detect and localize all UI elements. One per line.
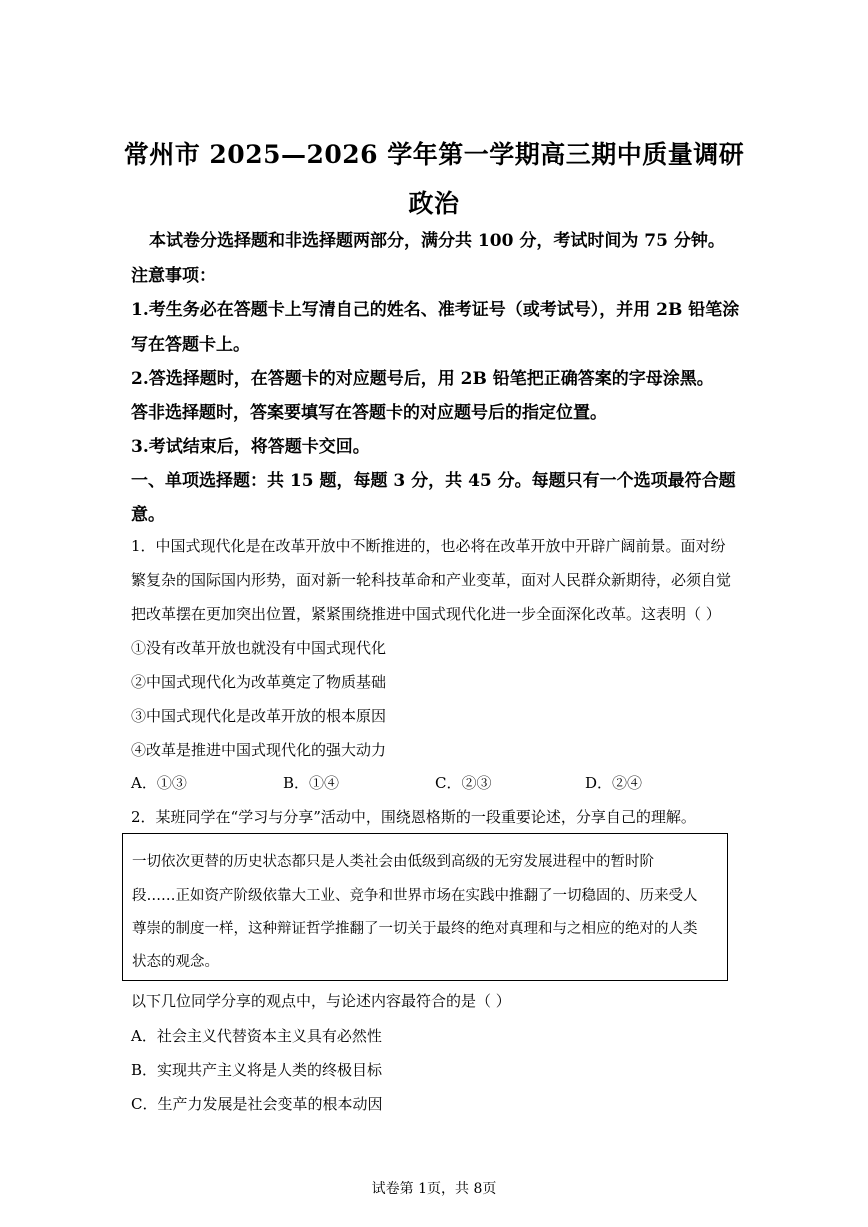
note-item-1-line-2: 写在答题卡上。 (131, 335, 250, 355)
note-item-3: 3.考试结束后，将答题卡交回。 (131, 437, 370, 457)
question-2-stem: 2．某班同学在“学习与分享”活动中，围绕恩格斯的一段重要论述，分享自己的理解。 (131, 808, 696, 826)
page-footer: 试卷第 1页，共 8页 (371, 1181, 497, 1197)
question-1-statement-2: ②中国式现代化为改革奠定了物质基础 (131, 673, 387, 691)
question-1-stem-line-1: 1．中国式现代化是在改革开放中不断推进的，也必将在改革开放中开辟广阔前景。面对纷 (131, 537, 726, 555)
question-1-option-a: A．①③ (131, 774, 187, 792)
note-item-2-line-2: 答非选择题时，答案要填写在答题卡的对应题号后的指定位置。 (131, 403, 607, 423)
question-1-option-c: C．②③ (435, 774, 492, 792)
question-1-stem-line-3: 把改革摆在更加突出位置，紧紧围绕推进中国式现代化进一步全面深化改革。这表明（ ） (131, 605, 721, 623)
note-item-2-line-1: 2.答选择题时，在答题卡的对应题号后，用 2B 铅笔把正确答案的字母涂黑。 (131, 369, 714, 389)
subject-title: 政治 (408, 189, 460, 218)
quote-box (122, 833, 728, 981)
exam-intro: 本试卷分选择题和非选择题两部分，满分共 100 分，考试时间为 75 分钟。 (149, 231, 725, 251)
quote-line-2: 段……正如资产阶级依靠大工业、竞争和世界市场在实践中推翻了一切稳固的、历来受人 (132, 888, 698, 904)
quote-line-1: 一切依次更替的历史状态都只是人类社会由低级到高级的无穷发展进程中的暂时阶 (132, 854, 654, 870)
question-1-statement-3: ③中国式现代化是改革开放的根本原因 (131, 707, 387, 725)
question-1-stem-line-2: 繁复杂的国际国内形势，面对新一轮科技革命和产业变革，面对人民群众新期待，必须自觉 (131, 571, 732, 589)
quote-line-4: 状态的观念。 (132, 954, 219, 970)
question-1-option-d: D．②④ (585, 774, 643, 792)
section-heading-line-1: 一、单项选择题：共 15 题，每题 3 分，共 45 分。每题只有一个选项最符合题 (131, 471, 736, 491)
question-2-option-a: A．社会主义代替资本主义具有必然性 (131, 1027, 382, 1045)
question-2-option-b: B．实现共产主义将是人类的终极目标 (131, 1061, 383, 1079)
note-item-1-line-1: 1.考生务必在答题卡上写清自己的姓名、准考证号（或考试号），并用 2B 铅笔涂 (131, 300, 740, 320)
quote-line-3: 尊崇的制度一样，这种辩证哲学推翻了一切关于最终的绝对真理和与之相应的绝对的人类 (132, 921, 698, 937)
section-heading-line-2: 意。 (131, 505, 165, 525)
question-1-statement-1: ①没有改革开放也就没有中国式现代化 (131, 639, 387, 657)
question-1-statement-4: ④改革是推进中国式现代化的强大动力 (131, 741, 387, 759)
question-2-prompt: 以下几位同学分享的观点中，与论述内容最符合的是（ ） (131, 992, 511, 1010)
question-1-option-b: B．①④ (283, 774, 340, 792)
exam-title: 常州市 2025—2026 学年第一学期高三期中质量调研 (123, 140, 745, 169)
question-2-option-c: C．生产力发展是社会变革的根本动因 (131, 1095, 383, 1113)
notes-heading: 注意事项： (131, 266, 216, 286)
